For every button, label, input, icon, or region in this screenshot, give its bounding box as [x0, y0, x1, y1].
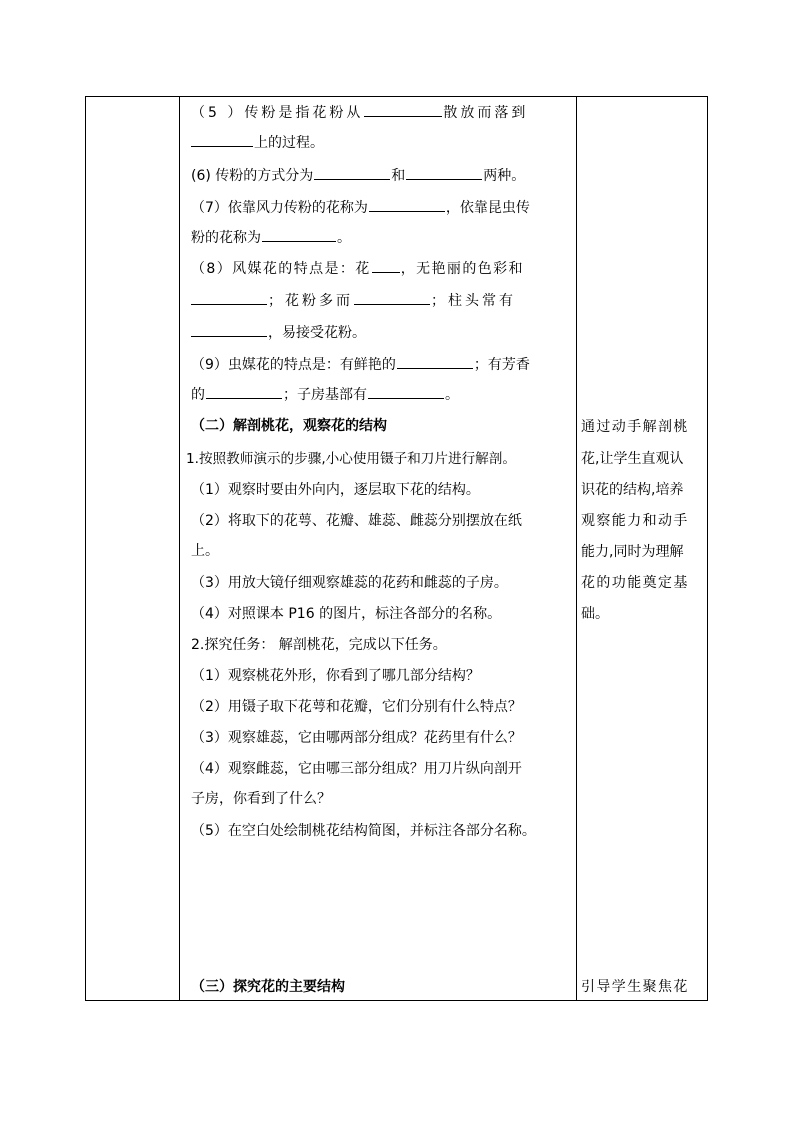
question-7-text-c: 粉的花称为: [191, 230, 261, 246]
note-line-5: 能力,同时为理解: [581, 544, 684, 560]
section-2-task-4b: 子房，你看到了什么？: [191, 791, 331, 807]
question-6-text-c: 两种。: [483, 168, 526, 184]
question-8-text-a: （8）风媒花的特点是：花: [191, 261, 371, 277]
blank[interactable]: [206, 386, 282, 399]
note-line-3: 识花的结构,培养: [581, 482, 684, 498]
question-8-text-e: ，易接受花粉。: [268, 325, 366, 341]
note-line-6: 花的功能奠定基: [581, 575, 689, 591]
question-8-line-3: [191, 324, 366, 342]
question-8-text-d: ；柱头常有: [431, 293, 516, 309]
question-9-text-d: ；子房基部有: [283, 387, 367, 403]
note-line-2: 花,让学生直观认: [581, 451, 684, 467]
question-7-line-2: [191, 229, 351, 247]
question-7-text-b: ，依靠昆虫传: [445, 200, 530, 216]
question-6-line: [191, 167, 525, 185]
question-9-text-a: （9）虫媒花的特点是：有鲜艳的: [191, 357, 396, 373]
question-6-text-b: 和: [391, 168, 406, 184]
question-8-text-b: ，无艳丽的色彩和: [400, 261, 524, 277]
section-2-task-4a: （4）观察雌蕊，它由哪三部分组成？用刀片纵向剖开: [191, 761, 522, 777]
question-8-line-1: [191, 260, 524, 278]
section-2-step-1-3: （3）用放大镜仔细观察雄蕊的花药和雌蕊的子房。: [191, 575, 508, 591]
section-2-step-1-2a: （2）将取下的花萼、花瓣、雄蕊、雌蕊分别摆放在纸: [191, 513, 522, 529]
section-2-step-1: 1.按照教师演示的步骤,小心使用镊子和刀片进行解剖。: [186, 451, 516, 467]
section-2-step-1-4: （4）对照课本 P16 的图片，标注各部分的名称。: [191, 606, 502, 622]
question-9-text-b: ；有芳香: [473, 357, 530, 373]
question-6-text-a: (6) 传粉的方式分为: [191, 168, 314, 184]
blank[interactable]: [369, 199, 445, 212]
section-2-task-heading: 2.探究任务： 解剖桃花，完成以下任务。: [191, 637, 447, 653]
question-9-line-1: [191, 356, 530, 374]
section-2-task-5: （5）在空白处绘制桃花结构简图，并标注各部分名称。: [191, 823, 536, 839]
question-7-text-a: （7）依靠风力传粉的花称为: [191, 200, 368, 216]
section-2-step-1-2b: 上。: [191, 543, 219, 559]
blank[interactable]: [354, 292, 430, 305]
question-9-text-e: 。: [445, 387, 459, 403]
note-line-7: 础。: [581, 606, 609, 622]
blank[interactable]: [397, 356, 473, 369]
question-5-line-2: [191, 134, 324, 152]
section-2-step-1-1: （1）观察时要由外向内，逐层取下花的结构。: [191, 482, 480, 498]
column-divider-1: [179, 97, 180, 1000]
question-8-line-2: [191, 292, 516, 310]
question-5-text-b: 散放而落到: [443, 105, 529, 121]
question-7-text-d: 。: [337, 230, 351, 246]
blank[interactable]: [372, 260, 400, 273]
blank[interactable]: [191, 292, 267, 305]
question-5-line-1: [191, 104, 528, 122]
question-9-line-2: [191, 386, 459, 404]
section-2-task-1: （1）观察桃花外形，你看到了哪几部分结构？: [191, 668, 480, 684]
blank[interactable]: [262, 229, 336, 242]
section-2-task-2: （2）用镊子取下花萼和花瓣，它们分别有什么特点？: [191, 699, 522, 715]
section-2-title: （二）解剖桃花，观察花的结构: [191, 418, 387, 434]
blank[interactable]: [406, 167, 482, 180]
question-9-text-c: 的: [191, 387, 205, 403]
section-2-task-3: （3）观察雄蕊，它由哪两部分组成？花药里有什么？: [191, 730, 522, 746]
note-line-1: 通过动手解剖桃: [581, 419, 689, 435]
blank[interactable]: [191, 324, 267, 337]
note-line-8: 引导学生聚焦花: [581, 979, 689, 995]
question-7-line-1: [191, 199, 530, 217]
blank[interactable]: [368, 386, 444, 399]
blank[interactable]: [314, 167, 390, 180]
question-8-text-c: ；花粉多而: [268, 293, 353, 309]
section-3-title: （三）探究花的主要结构: [191, 979, 345, 995]
column-divider-2: [576, 97, 577, 1000]
blank[interactable]: [191, 134, 253, 147]
question-5-text-a: （5 ）传粉是指花粉从: [191, 105, 364, 121]
blank[interactable]: [364, 104, 442, 117]
note-line-4: 观察能力和动手: [581, 513, 689, 529]
question-5-text-c: 上的过程。: [254, 135, 324, 151]
